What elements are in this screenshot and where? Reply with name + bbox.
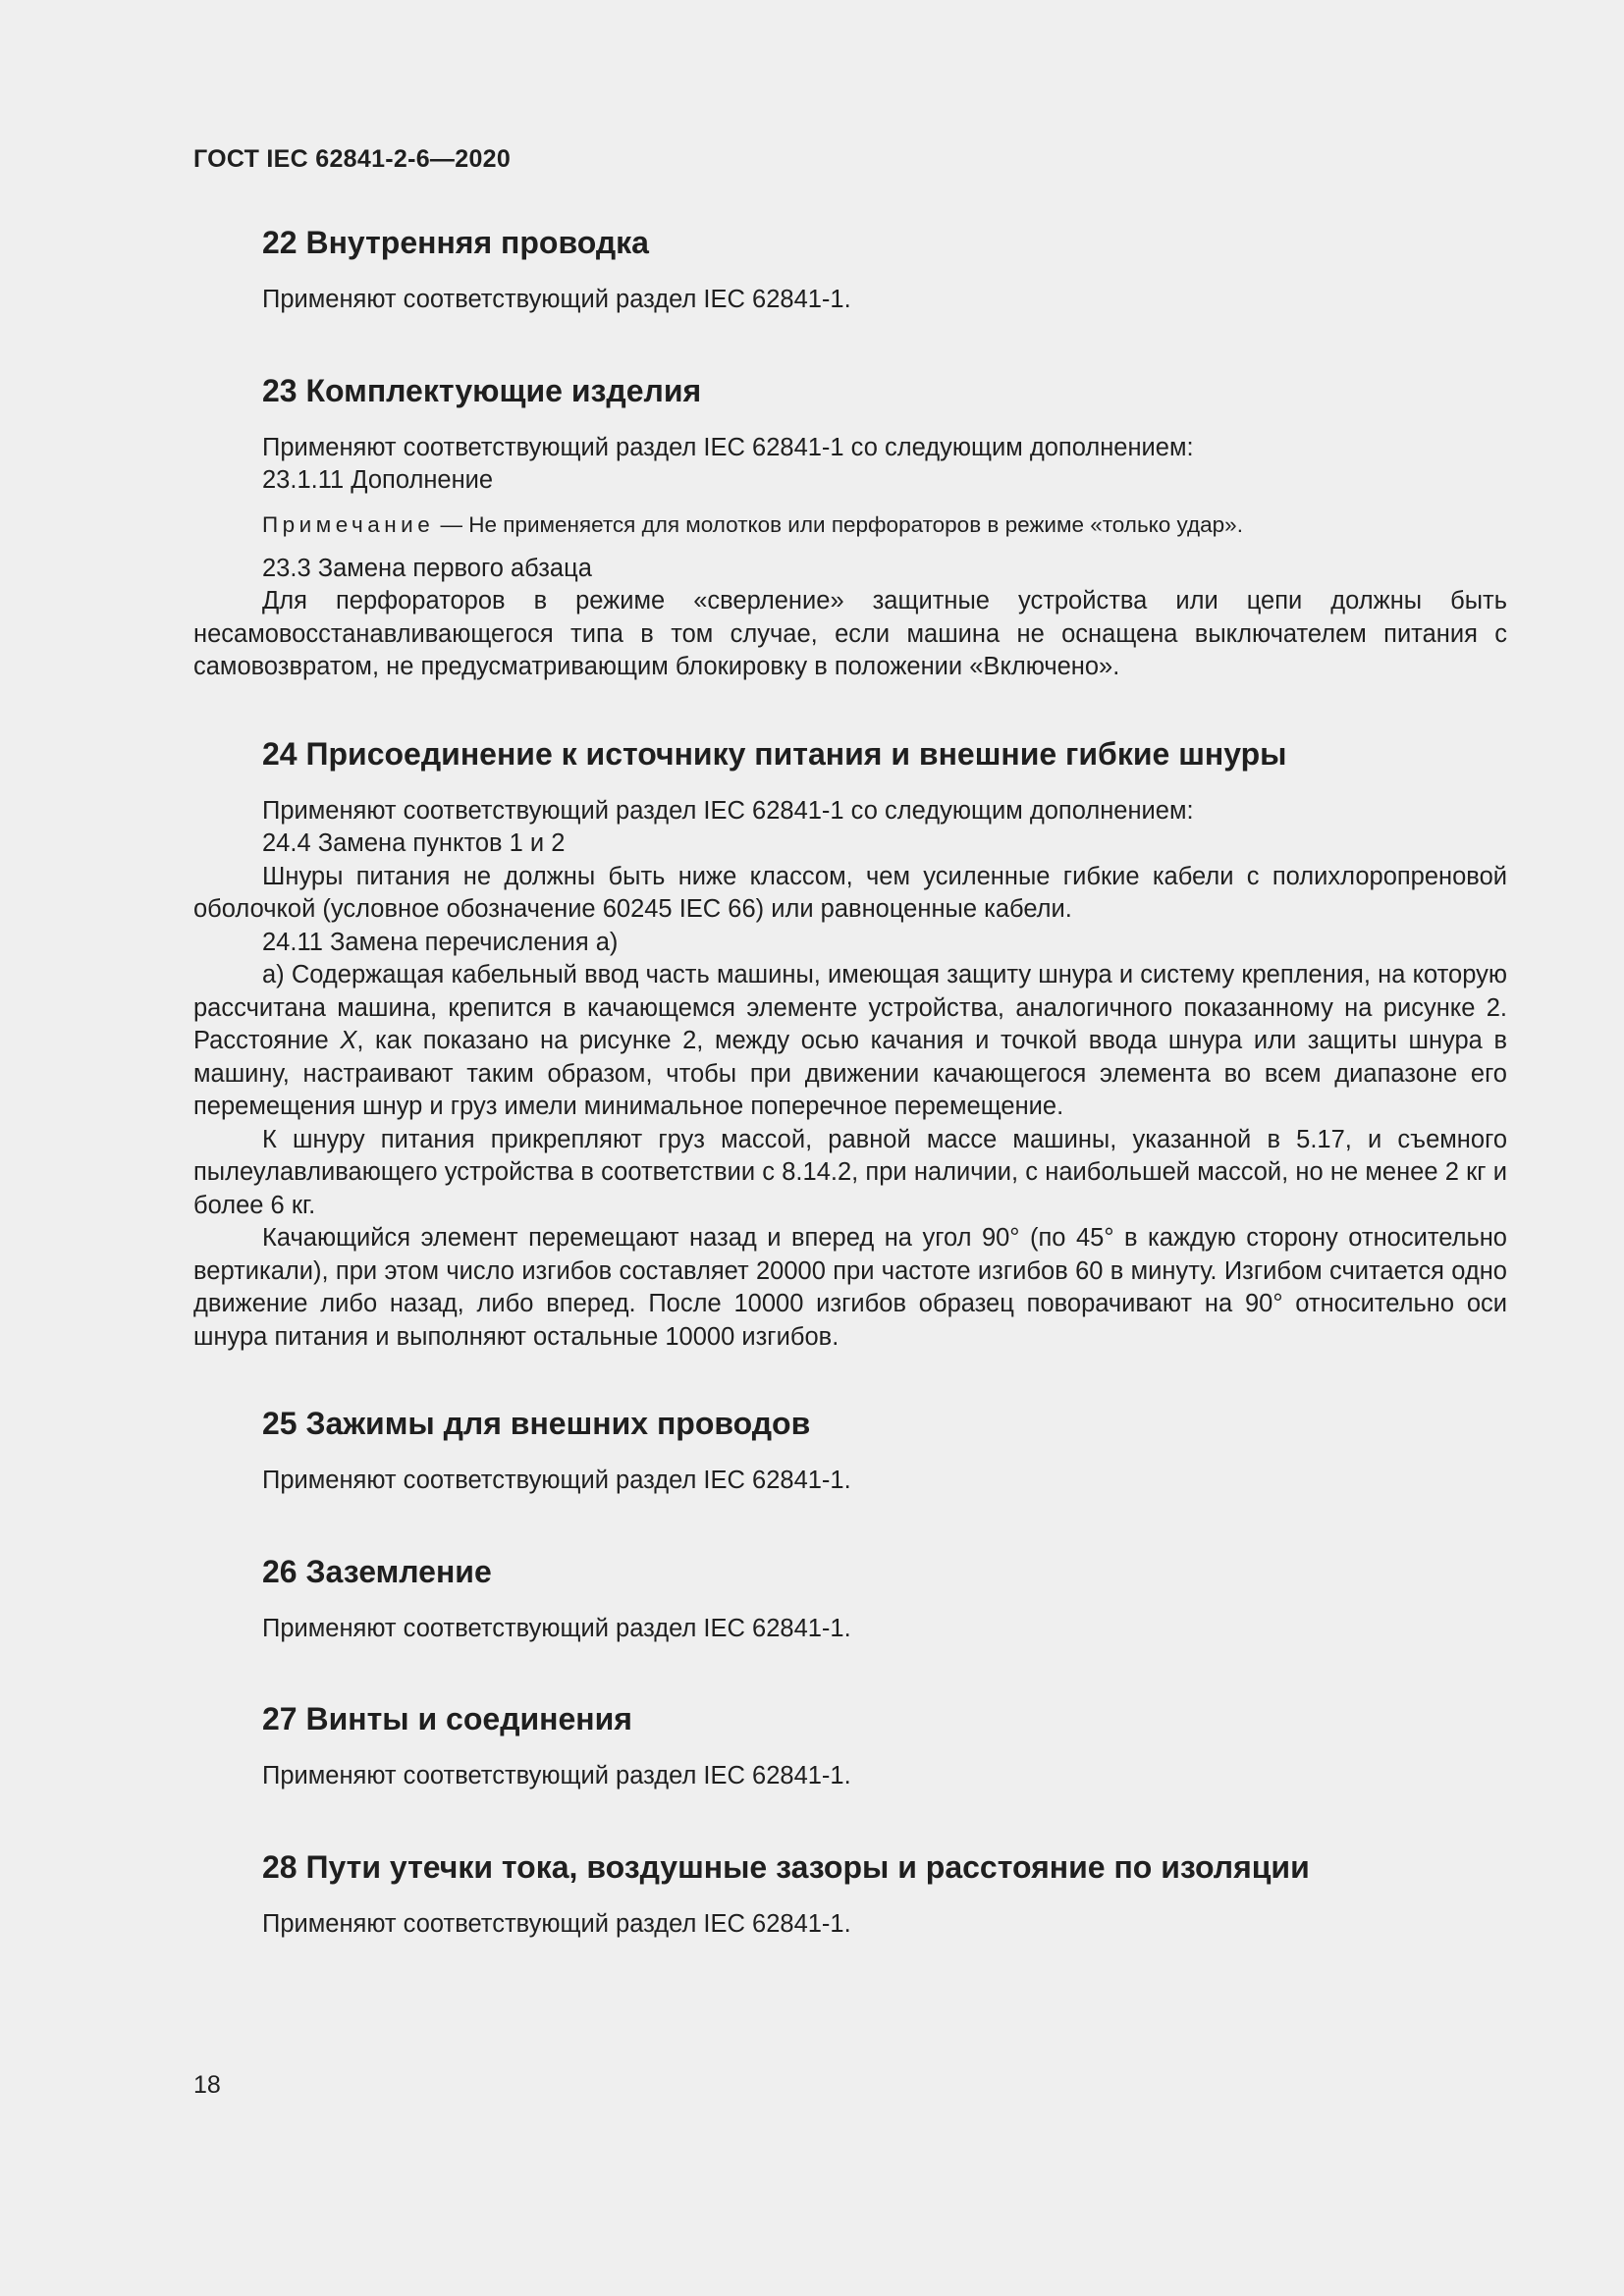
document-body: [193, 224, 1507, 1996]
section-25: [193, 1405, 1507, 1498]
section-23-subclause-1: 23.1.11 Дополнение: [262, 466, 494, 494]
section-23-note: [262, 510, 1507, 540]
section-23-subclause-2: 23.3 Замена первого абзаца: [262, 554, 592, 582]
page-number: 18: [193, 2071, 221, 2099]
section-23-intro: Применяют соответствующий раздел IEC 62841-1 со следующим дополнением:: [262, 433, 1194, 461]
section-27-title: 27 Винты и соединения: [262, 1701, 632, 1736]
section-22-text: Применяют соответствующий раздел IEC 62841-1.: [262, 286, 851, 313]
section-24-paragraph-3: Качающийся элемент перемещают назад и вперед на угол 90° (по 45° в каждую сторону относительно вертикали), при этом число изгибов составляет 20000 при частоте изгибов 60 в минуту. Изгибом считается одно движение либо назад, либо вперед. После 10000 изгибов образец поворачивают на 90° относительно оси шнура питания и выполняют остальные 10000 изгибов.: [193, 1224, 1507, 1351]
section-24-item-a: [193, 959, 1507, 1124]
section-23-title: 23 Комплектующие изделия: [262, 372, 702, 408]
section-23: [193, 372, 1507, 684]
section-24-subclause-2: 24.11 Замена перечисления а): [262, 928, 619, 956]
document-code-header: ГОСТ IEC 62841-2-6—2020: [193, 145, 512, 173]
section-26: [193, 1553, 1507, 1646]
section-27: [193, 1700, 1507, 1793]
section-25-text: Применяют соответствующий раздел IEC 62841-1.: [262, 1467, 851, 1494]
item-a-variable: X: [340, 1027, 357, 1054]
section-23-paragraph: Для перфораторов в режиме «сверление» защитные устройства или цепи должны быть несамовосстанавливающегося типа в том случае, если машина не оснащена выключателем питания с самовозвратом, не предусматривающим блокировку в положении «Включено».: [193, 587, 1507, 680]
section-26-title: 26 Заземление: [262, 1553, 492, 1589]
section-22-title: 22 Внутренняя проводка: [262, 225, 649, 260]
section-27-text: Применяют соответствующий раздел IEC 62841-1.: [262, 1762, 851, 1789]
section-26-text: Применяют соответствующий раздел IEC 62841-1.: [262, 1614, 851, 1642]
section-24: [193, 735, 1507, 1355]
section-24-paragraph-2: К шнуру питания прикрепляют груз массой, равной массе машины, указанной в 5.17, и съемного пылеулавливающего устройства в соответствии с 8.14.2, при наличии, с наибольшей массой, но не менее 2 кг и более 6 кг.: [193, 1125, 1507, 1219]
item-a-text-1: а) Содержащая кабельный ввод часть машины, имеющая защиту шнура и систему крепления, на которую рассчитана машина, крепится в качающемся элементе устройства, аналогичного показанному на рисунке 2. Расстояние: [193, 961, 1507, 1054]
section-24-paragraph-1: Шнуры питания не должны быть ниже классом, чем усиленные гибкие кабели с полихлоропреновой оболочкой (условное обозначение 60245 IEC 66) или равноценные кабели.: [193, 862, 1507, 923]
item-a-text-2: , как показано на рисунке 2, между осью качания и точкой ввода шнура или защиты шнура в машину, настраивают таким образом, чтобы при движении качающегося элемента во всем диапазоне его перемещения шнур и груз имели минимальное поперечное перемещение.: [193, 1027, 1508, 1120]
section-24-title: 24 Присоединение к источнику питания и внешние гибкие шнуры: [262, 735, 1287, 772]
section-28: [193, 1848, 1507, 1942]
section-28-title: 28 Пути утечки тока, воздушные зазоры и расстояние по изоляции: [262, 1848, 1310, 1885]
section-25-title: 25 Зажимы для внешних проводов: [262, 1406, 811, 1441]
note-text: — Не применяется для молотков или перфораторов в режиме «только удар».: [434, 511, 1243, 537]
section-24-intro: Применяют соответствующий раздел IEC 62841-1 со следующим дополнением:: [262, 796, 1194, 825]
note-label: Примечание: [262, 511, 435, 537]
section-28-text: Применяют соответствующий раздел IEC 62841-1.: [262, 1909, 851, 1938]
section-22: [193, 224, 1507, 317]
section-24-subclause-1: 24.4 Замена пунктов 1 и 2: [262, 829, 566, 857]
